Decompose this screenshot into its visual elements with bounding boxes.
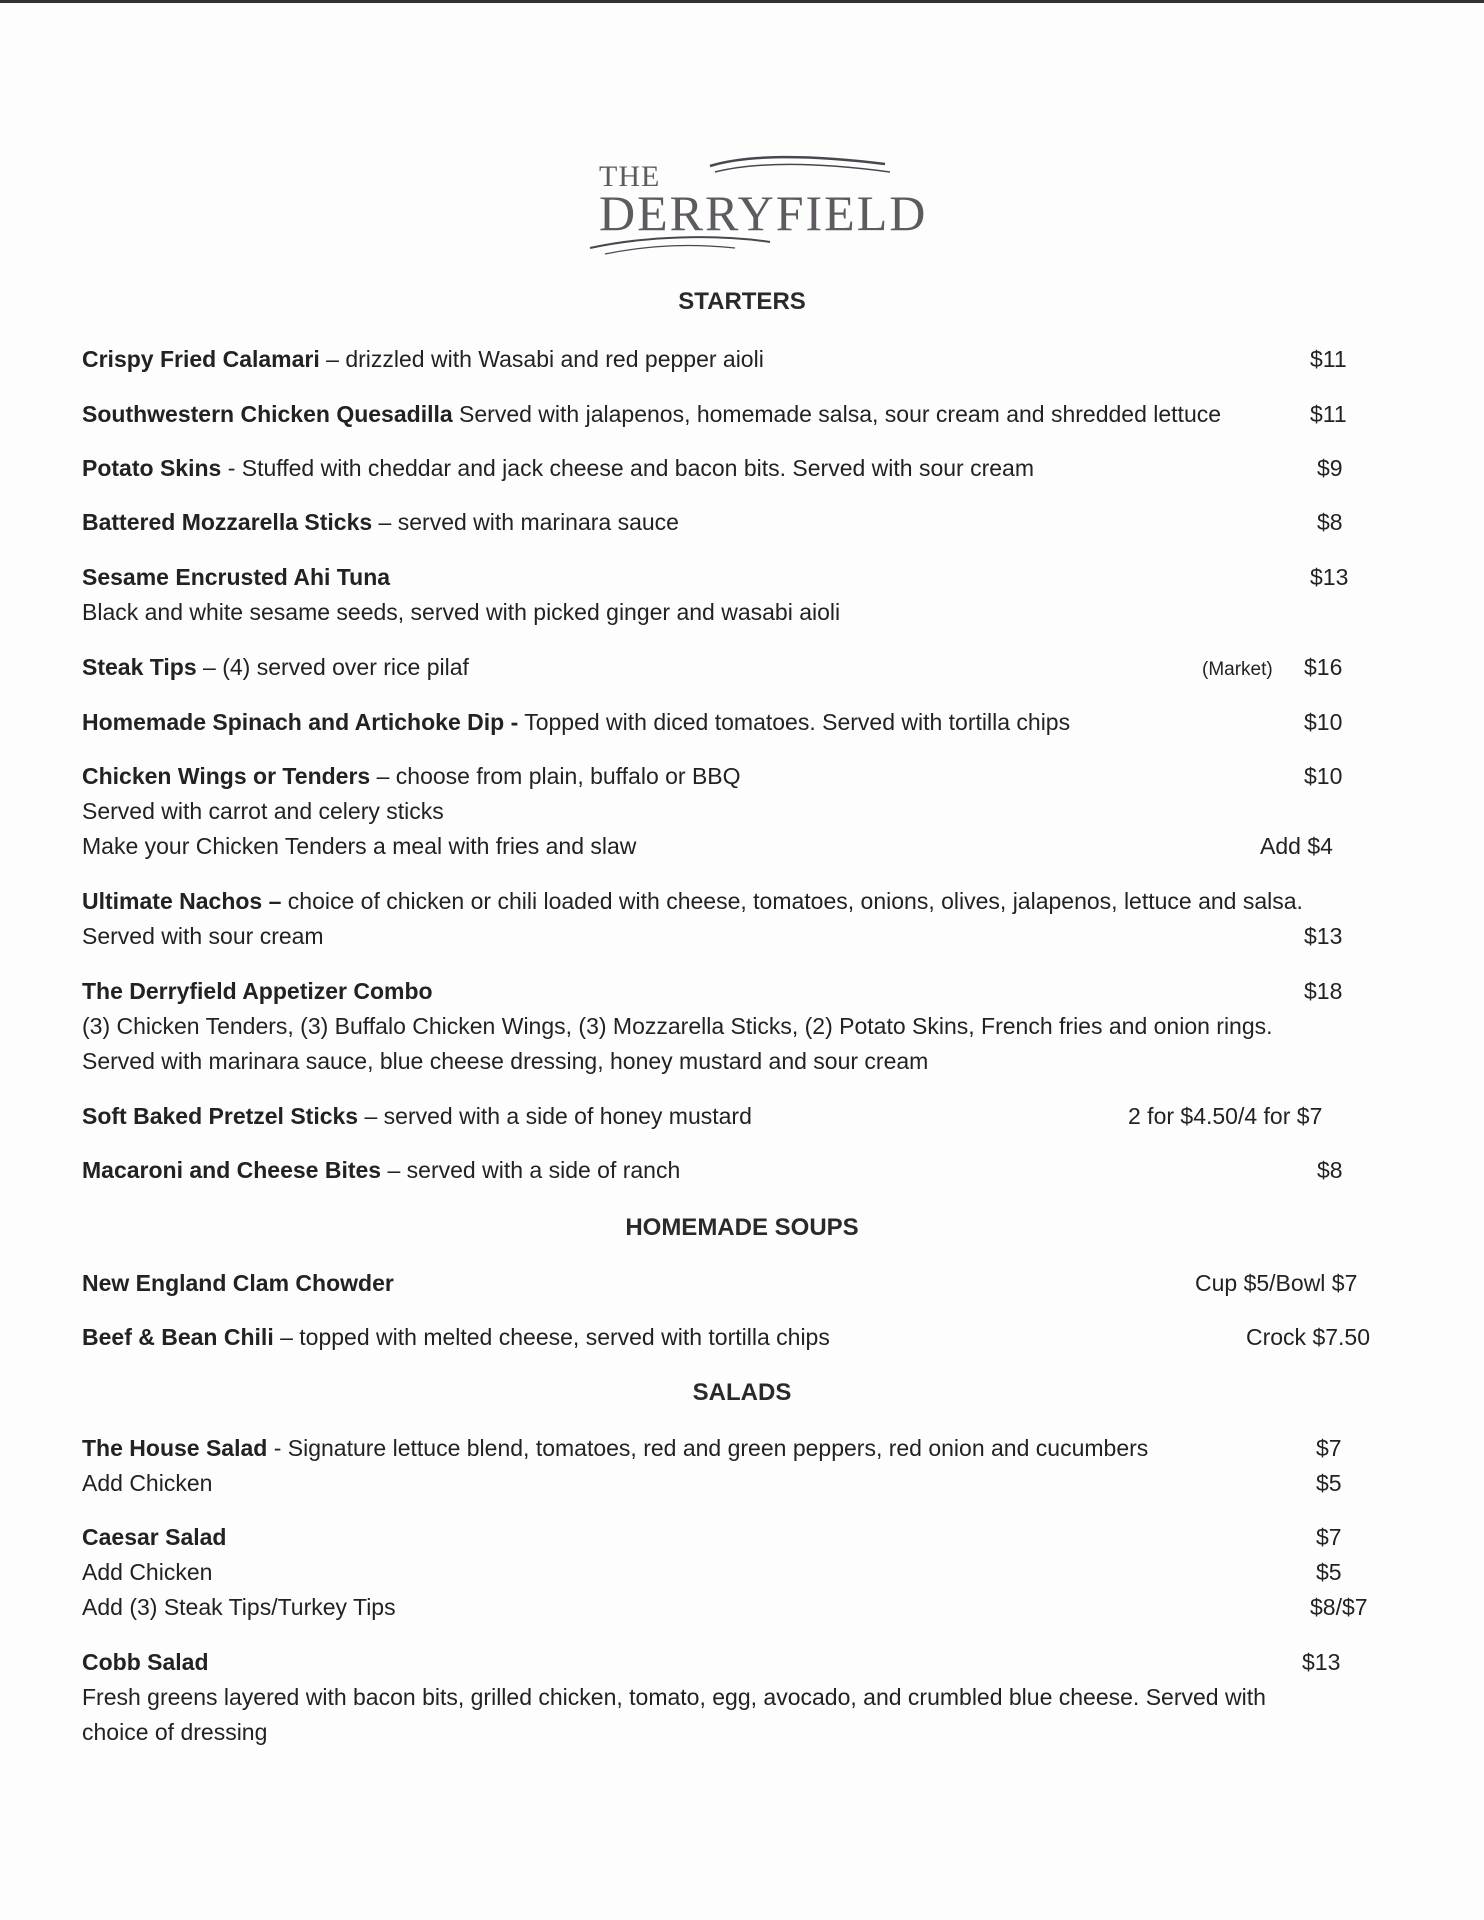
item-name: Cobb Salad	[82, 1649, 209, 1675]
item-add-price: $5	[1316, 1559, 1342, 1585]
menu-item-nachos	[82, 884, 1382, 954]
top-border-line	[0, 0, 1484, 3]
item-name: Ultimate Nachos –	[82, 888, 282, 914]
section-title-salads: SALADS	[692, 1379, 792, 1406]
menu-item-mac-cheese-bites	[82, 1153, 1382, 1188]
section-title-starters: STARTERS	[678, 288, 806, 315]
menu-item-pretzel-sticks	[82, 1099, 1382, 1134]
item-price: $16	[1304, 654, 1343, 680]
menu-item-calamari	[82, 342, 1382, 377]
menu-item-potato-skins	[82, 451, 1382, 486]
item-name: Southwestern Chicken Quesadilla	[82, 401, 453, 427]
item-price: $7	[1316, 1435, 1342, 1461]
item-price: $13	[1304, 923, 1343, 949]
item-add: Add Chicken	[82, 1559, 213, 1585]
logo-the: THE	[599, 160, 661, 193]
item-name: Potato Skins	[82, 455, 222, 481]
item-desc: – (4) served over rice pilaf	[196, 654, 469, 680]
item-name: New England Clam Chowder	[82, 1270, 394, 1296]
item-price: $11	[1310, 346, 1347, 372]
menu-item-ahi-tuna	[82, 560, 1382, 630]
item-desc-3: choice of dressing	[82, 1719, 268, 1745]
item-add-price: Add $4	[1260, 833, 1333, 859]
item-desc: Topped with diced tomatoes. Served with tortilla chips	[518, 709, 1071, 735]
item-desc: – topped with melted cheese, served with tortilla chips	[273, 1324, 830, 1350]
item-desc: - Signature lettuce blend, tomatoes, red and green peppers, red onion and cucumbers	[267, 1435, 1149, 1461]
item-desc-2: Served with carrot and celery sticks	[82, 798, 444, 824]
menu-item-steak-tips	[82, 650, 1382, 685]
section-title-soups: HOMEMADE SOUPS	[625, 1214, 859, 1241]
item-price: $10	[1304, 763, 1343, 789]
item-desc: – served with a side of honey mustard	[358, 1103, 752, 1129]
item-add-2: Add (3) Steak Tips/Turkey Tips	[82, 1594, 396, 1620]
item-desc-2: (3) Chicken Tenders, (3) Buffalo Chicken Wings, (3) Mozzarella Sticks, (2) Potato Skins, French fries and onion rings.	[82, 1013, 1273, 1039]
item-desc-3: Make your Chicken Tenders a meal with fries and slaw	[82, 833, 637, 859]
item-name: Macaroni and Cheese Bites	[82, 1157, 382, 1183]
item-name: Soft Baked Pretzel Sticks	[82, 1103, 359, 1129]
item-desc: – served with a side of ranch	[381, 1157, 681, 1183]
item-price: $13	[1310, 564, 1349, 590]
item-name: The Derryfield Appetizer Combo	[82, 978, 433, 1004]
menu-item-chili	[82, 1320, 1382, 1355]
item-name: Caesar Salad	[82, 1524, 227, 1550]
item-price: $8	[1317, 1157, 1343, 1183]
item-price: 2 for $4.50/4 for $7	[1128, 1103, 1323, 1129]
item-desc: – choose from plain, buffalo or BBQ	[370, 763, 741, 789]
item-desc: Black and white sesame seeds, served with picked ginger and wasabi aioli	[82, 599, 841, 625]
item-add-price: $5	[1316, 1470, 1342, 1496]
item-price: $8	[1317, 509, 1343, 535]
item-price: $18	[1304, 978, 1343, 1004]
item-desc: choice of chicken or chili loaded with cheese, tomatoes, onions, olives, jalapenos, lettuce and salsa.	[281, 888, 1303, 914]
item-desc: – drizzled with Wasabi and red pepper aioli	[319, 346, 764, 372]
item-price: $11	[1310, 401, 1347, 427]
item-add-2-price: $8/$7	[1310, 1594, 1368, 1620]
menu-item-caesar-salad	[82, 1520, 1382, 1625]
menu-item-spinach-dip	[82, 705, 1382, 740]
item-desc-2: Fresh greens layered with bacon bits, grilled chicken, tomato, egg, avocado, and crumbled blue cheese. Served with	[82, 1684, 1266, 1710]
item-price: $7	[1316, 1524, 1342, 1550]
item-desc: Served with jalapenos, homemade salsa, sour cream and shredded lettuce	[452, 401, 1222, 427]
item-price: Crock $7.50	[1246, 1324, 1371, 1350]
item-name: Chicken Wings or Tenders	[82, 763, 371, 789]
item-name: Sesame Encrusted Ahi Tuna	[82, 564, 391, 590]
item-name: Steak Tips	[82, 654, 197, 680]
item-price: Cup $5/Bowl $7	[1195, 1270, 1358, 1296]
item-price: $9	[1317, 455, 1343, 481]
item-name: The House Salad	[82, 1435, 268, 1461]
menu-item-cobb-salad	[82, 1645, 1382, 1750]
menu-item-quesadilla	[82, 397, 1382, 432]
item-name: Crispy Fried Calamari	[82, 346, 320, 372]
item-price: $13	[1302, 1649, 1341, 1675]
menu-item-mozzarella-sticks	[82, 505, 1382, 540]
item-desc: – served with marinara sauce	[372, 509, 679, 535]
item-name: Battered Mozzarella Sticks	[82, 509, 373, 535]
item-name: Homemade Spinach and Artichoke Dip -	[82, 709, 519, 735]
menu-item-appetizer-combo	[82, 974, 1382, 1079]
menu-item-clam-chowder	[82, 1266, 1382, 1301]
item-add: Add Chicken	[82, 1470, 213, 1496]
item-name: Beef & Bean Chili	[82, 1324, 274, 1350]
derryfield-logo	[585, 150, 928, 260]
menu-item-house-salad	[82, 1431, 1382, 1501]
item-desc-2: Served with sour cream	[82, 923, 324, 949]
item-price-note: (Market)	[1202, 659, 1273, 680]
item-desc: - Stuffed with cheddar and jack cheese and bacon bits. Served with sour cream	[221, 455, 1035, 481]
item-desc-3: Served with marinara sauce, blue cheese dressing, honey mustard and sour cream	[82, 1048, 929, 1074]
menu-item-chicken-wings	[82, 759, 1382, 864]
item-price: $10	[1304, 709, 1343, 735]
logo-name: DERRYFIELD	[599, 185, 928, 241]
